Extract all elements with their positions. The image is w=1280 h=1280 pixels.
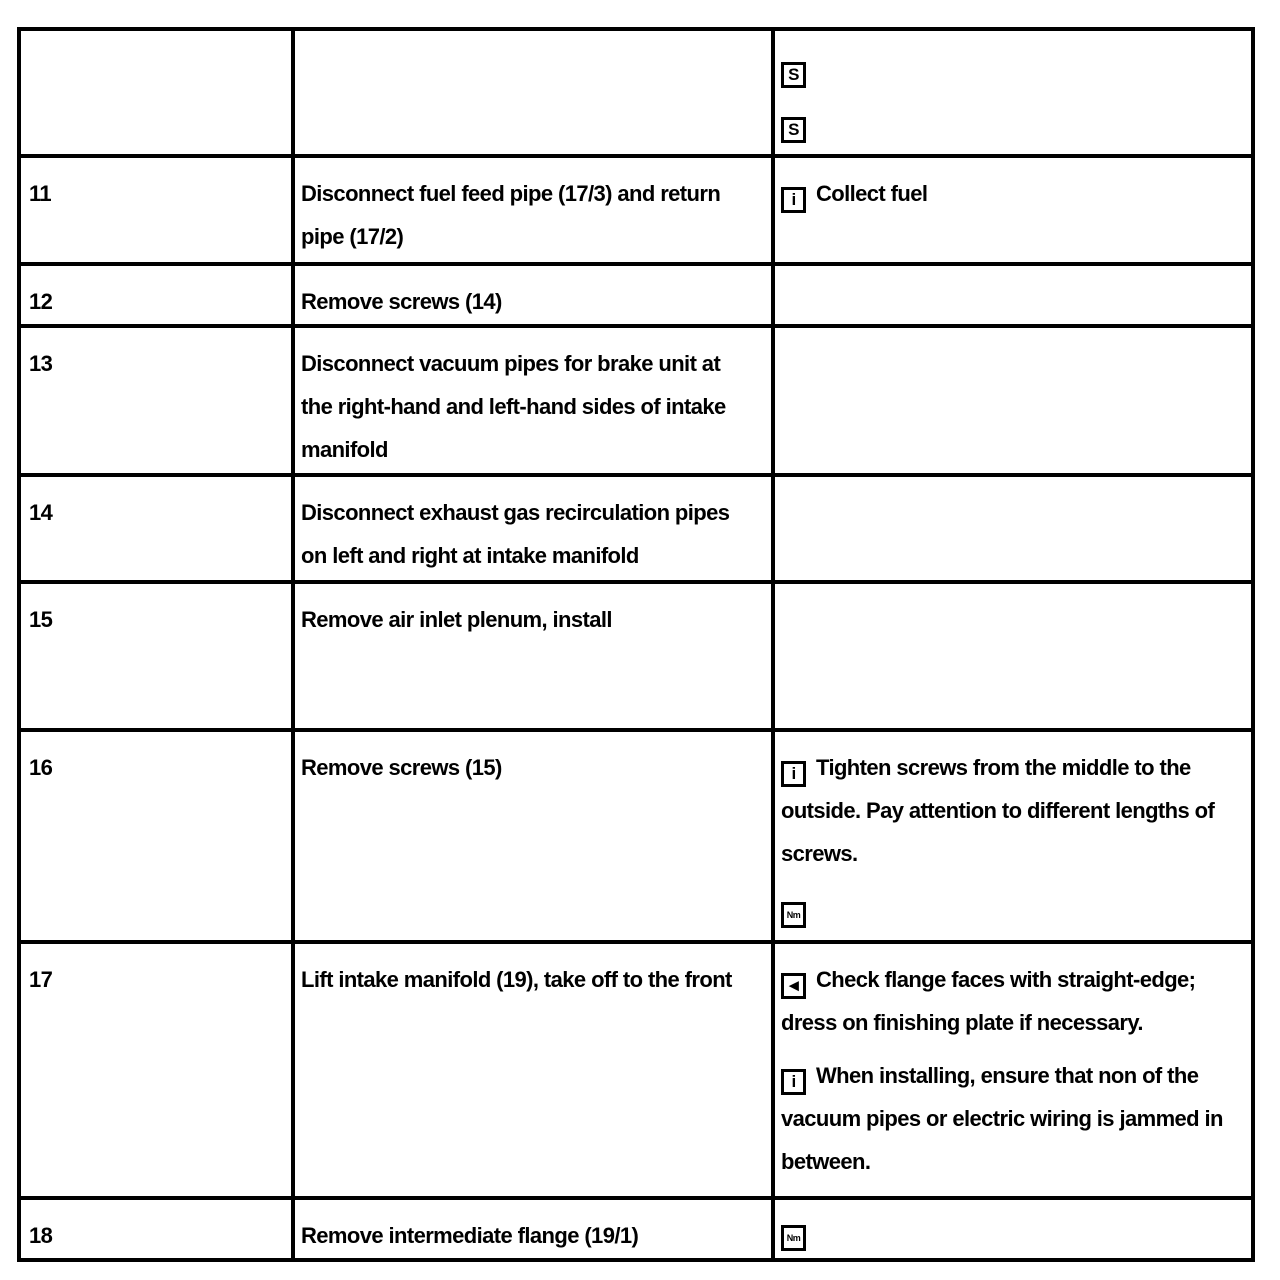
note-text: Collect fuel [816,181,928,206]
step-action: Remove screws (15) [293,730,773,942]
step-number: 11 [19,156,293,264]
step-action: Lift intake manifold (19), take off to the front [293,942,773,1198]
table-row [19,156,1253,264]
table-row [19,475,1253,582]
info-icon: i [781,187,806,213]
table-row [19,582,1253,730]
step-number [19,29,293,156]
special-tool-icon: S [781,117,806,143]
table-row [19,942,1253,1198]
table-row [19,326,1253,475]
step-action [293,29,773,156]
note-text: Check flange faces with straight-edge; dress on finishing plate if necessary. [781,967,1196,1035]
table-row [19,29,1253,156]
step-notes [773,1198,1253,1260]
table-row [19,264,1253,326]
step-number: 12 [19,264,293,326]
step-action: Disconnect vacuum pipes for brake unit at the right-hand and left-hand sides of intake manifold [293,326,773,475]
note-text: Tighten screws from the middle to the outside. Pay attention to different lengths of screws. [781,755,1215,866]
step-notes [773,475,1253,582]
table-row [19,1198,1253,1260]
step-notes [773,156,1253,264]
step-action: Remove screws (14) [293,264,773,326]
step-notes [773,730,1253,942]
step-action: Disconnect fuel feed pipe (17/3) and return pipe (17/2) [293,156,773,264]
step-number: 18 [19,1198,293,1260]
step-number: 15 [19,582,293,730]
step-number: 17 [19,942,293,1198]
info-icon: i [781,1069,806,1095]
info-icon: i [781,761,806,787]
torque-icon: Nm [781,902,806,928]
step-action: Remove air inlet plenum, install [293,582,773,730]
step-notes [773,264,1253,326]
check-icon: ◄ [781,973,806,999]
step-action: Remove intermediate flange (19/1) [293,1198,773,1260]
step-notes [773,942,1253,1198]
step-notes [773,29,1253,156]
torque-icon: Nm [781,1225,806,1251]
special-tool-icon: S [781,62,806,88]
step-action: Disconnect exhaust gas recirculation pipes on left and right at intake manifold [293,475,773,582]
note-text: When installing, ensure that non of the vacuum pipes or electric wiring is jammed in between. [781,1063,1223,1174]
step-notes [773,326,1253,475]
procedure-table [17,27,1255,1262]
step-number: 13 [19,326,293,475]
step-notes [773,582,1253,730]
table-row [19,730,1253,942]
step-number: 16 [19,730,293,942]
step-number: 14 [19,475,293,582]
